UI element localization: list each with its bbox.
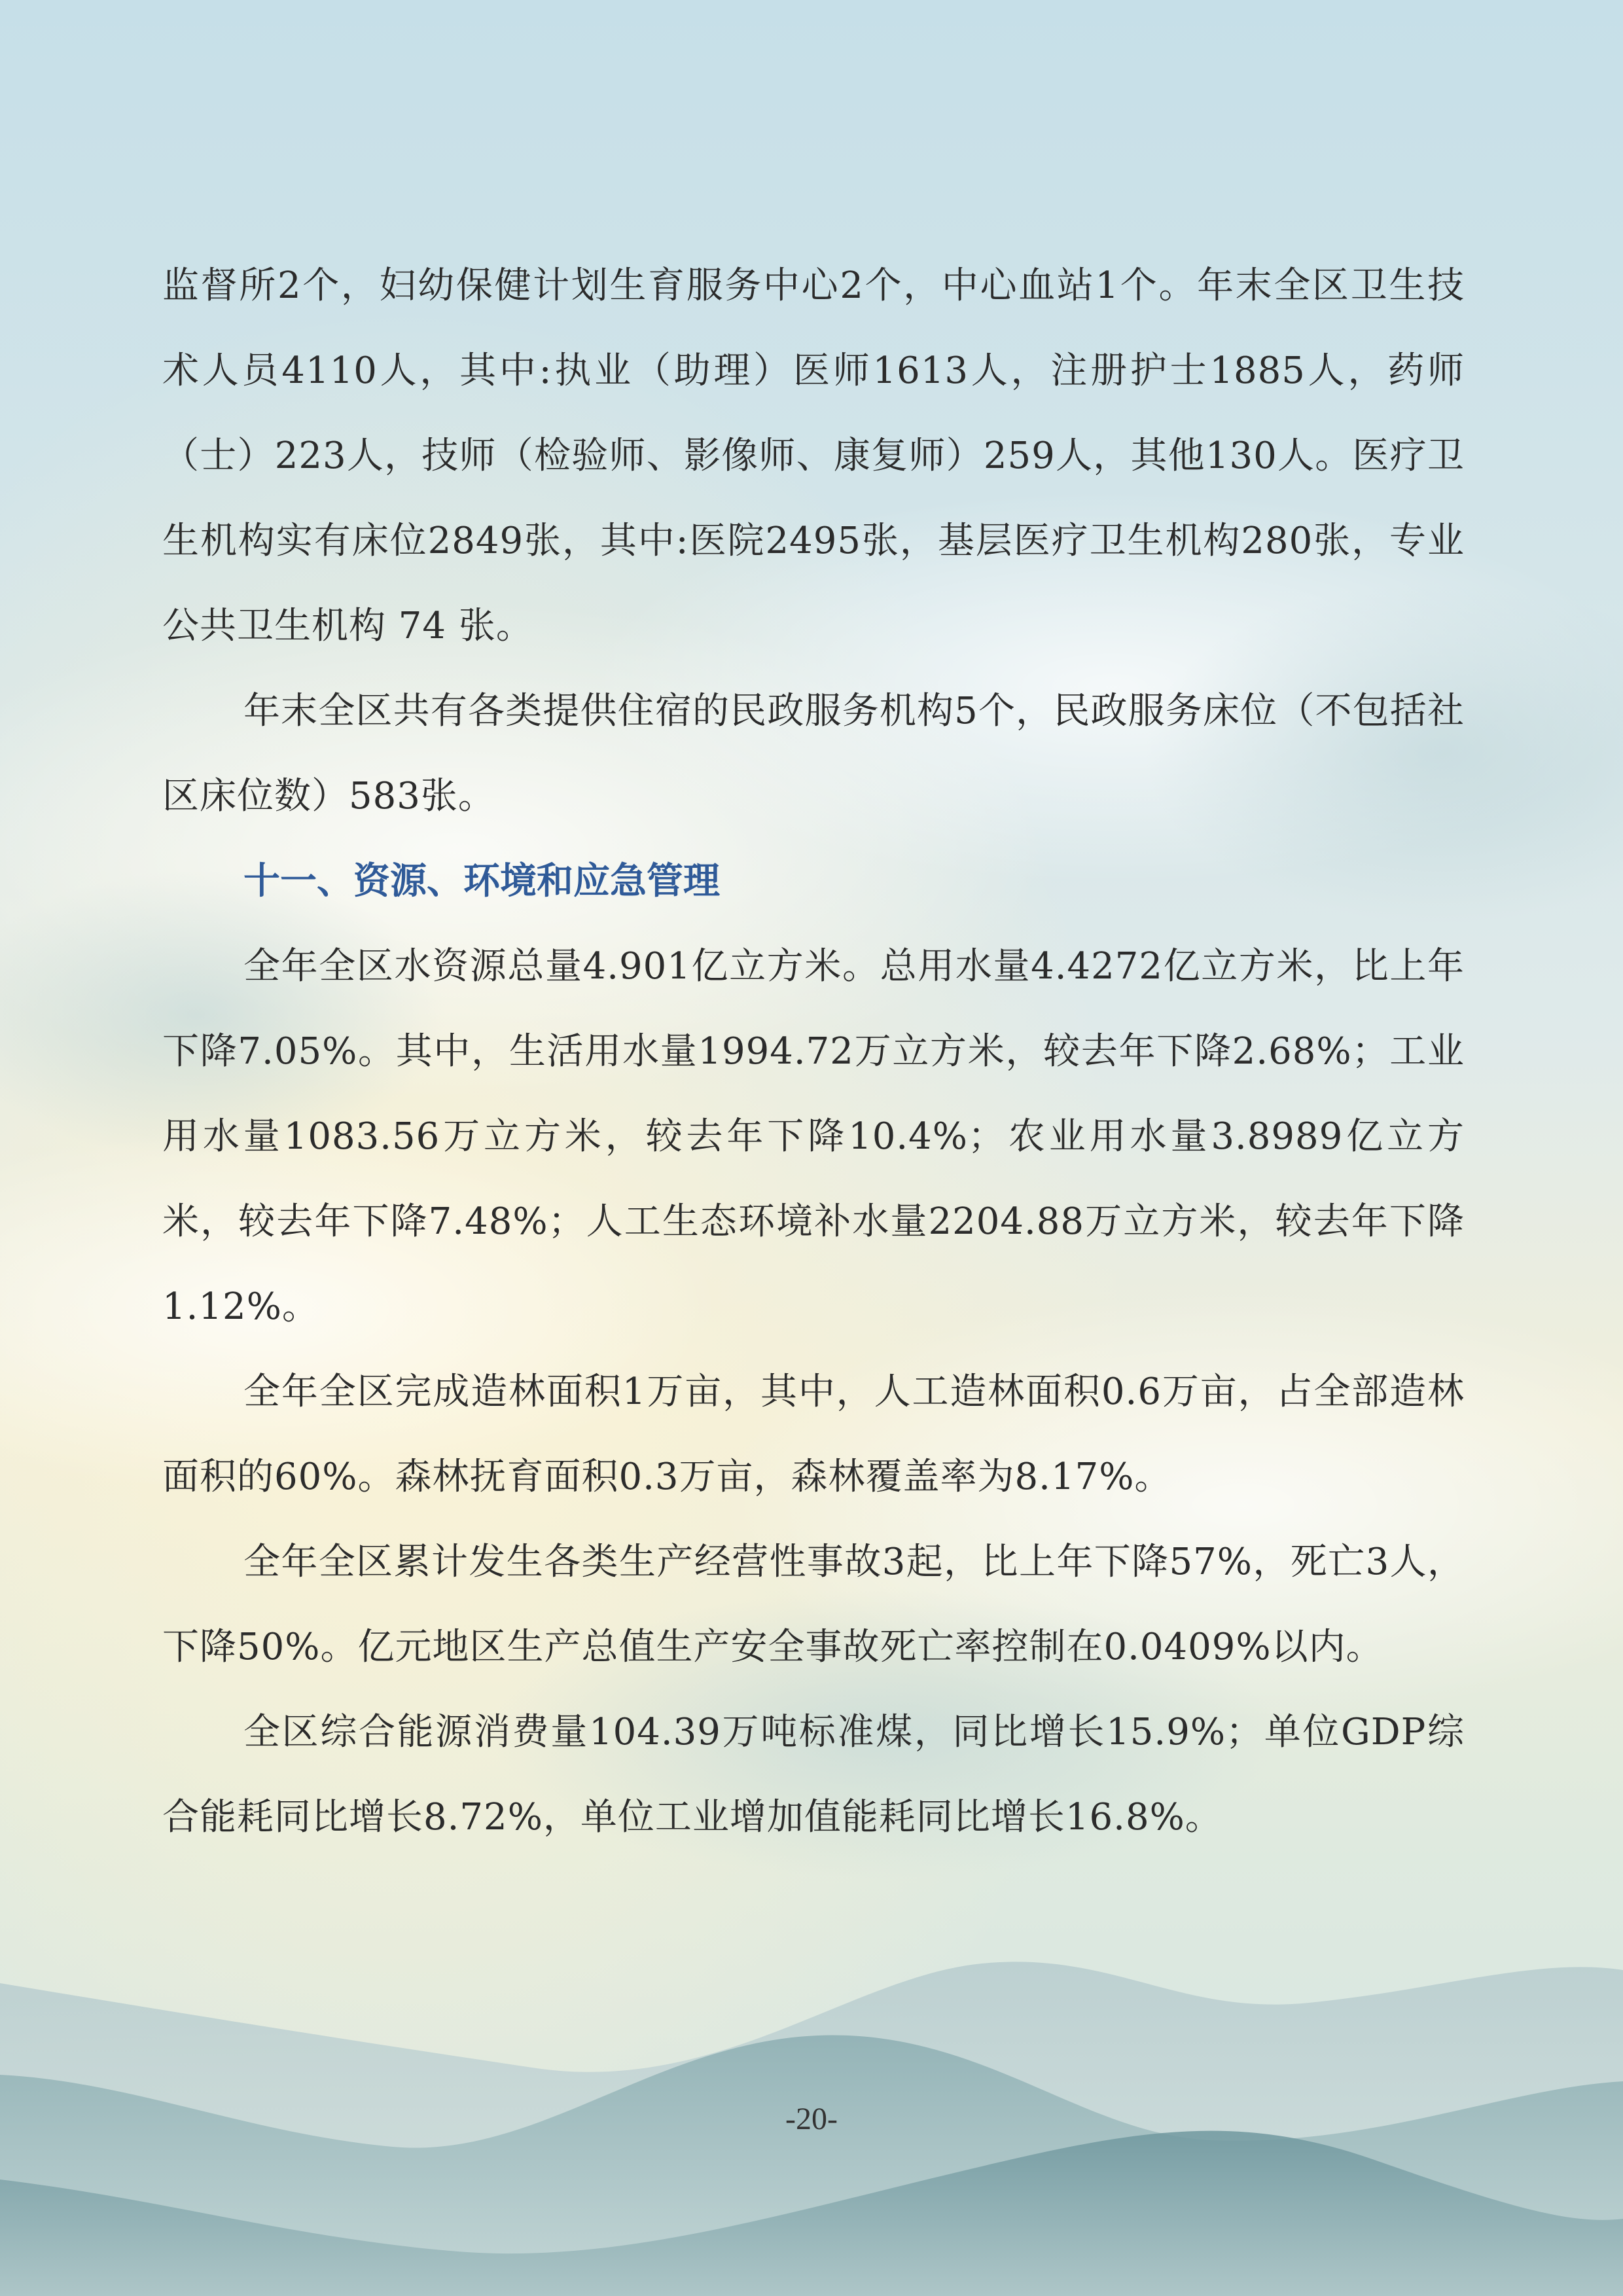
section-heading: 十一、资源、环境和应急管理 xyxy=(243,860,720,903)
paragraph-civil-affairs: 年末全区共有各类提供住宿的民政服务机构5个，民政服务床位（不包括社区床位数）583张。 xyxy=(162,690,1465,817)
paragraph-energy-consumption: 全区综合能源消费量104.39万吨标准煤，同比增长15.9%；单位GDP综合能耗同比增长8.72%，单位工业增加值能耗同比增长16.8%。 xyxy=(162,1711,1465,1839)
paragraph-health-resources: 监督所2个，妇幼保健计划生育服务中心2个，中心血站1个。年末全区卫生技术人员4110人，其中:执业（助理）医师1613人，注册护士1885人，药师（士）223人，技师（检验师、影像师、康复师）259人，其他130人。医疗卫生机构实有床位2849张，其中:医院2495张，基层医疗卫生机构280张，专业公共卫生机构 74 张。 xyxy=(162,264,1465,647)
paragraph-afforestation: 全年全区完成造林面积1万亩，其中，人工造林面积0.6万亩，占全部造林面积的60%。森林抚育面积0.3万亩，森林覆盖率为8.17%。 xyxy=(162,1371,1465,1498)
paragraph-safety-accidents: 全年全区累计发生各类生产经营性事故3起，比上年下降57%，死亡3人，下降50%。亿元地区生产总值生产安全事故死亡率控制在0.0409%以内。 xyxy=(162,1541,1465,1668)
body-text xyxy=(162,243,1465,1860)
paragraph-water-resources: 全年全区水资源总量4.901亿立方米。总用水量4.4272亿立方米，比上年下降7.05%。其中，生活用水量1994.72万立方米，较去年下降2.68%；工业用水量1083.56万立方米，较去年下降10.4%；农业用水量3.8989亿立方米，较去年下降7.48%；人工生态环境补水量2204.88万立方米，较去年下降1.12%。 xyxy=(162,945,1465,1328)
page-number: -20- xyxy=(785,2102,838,2136)
